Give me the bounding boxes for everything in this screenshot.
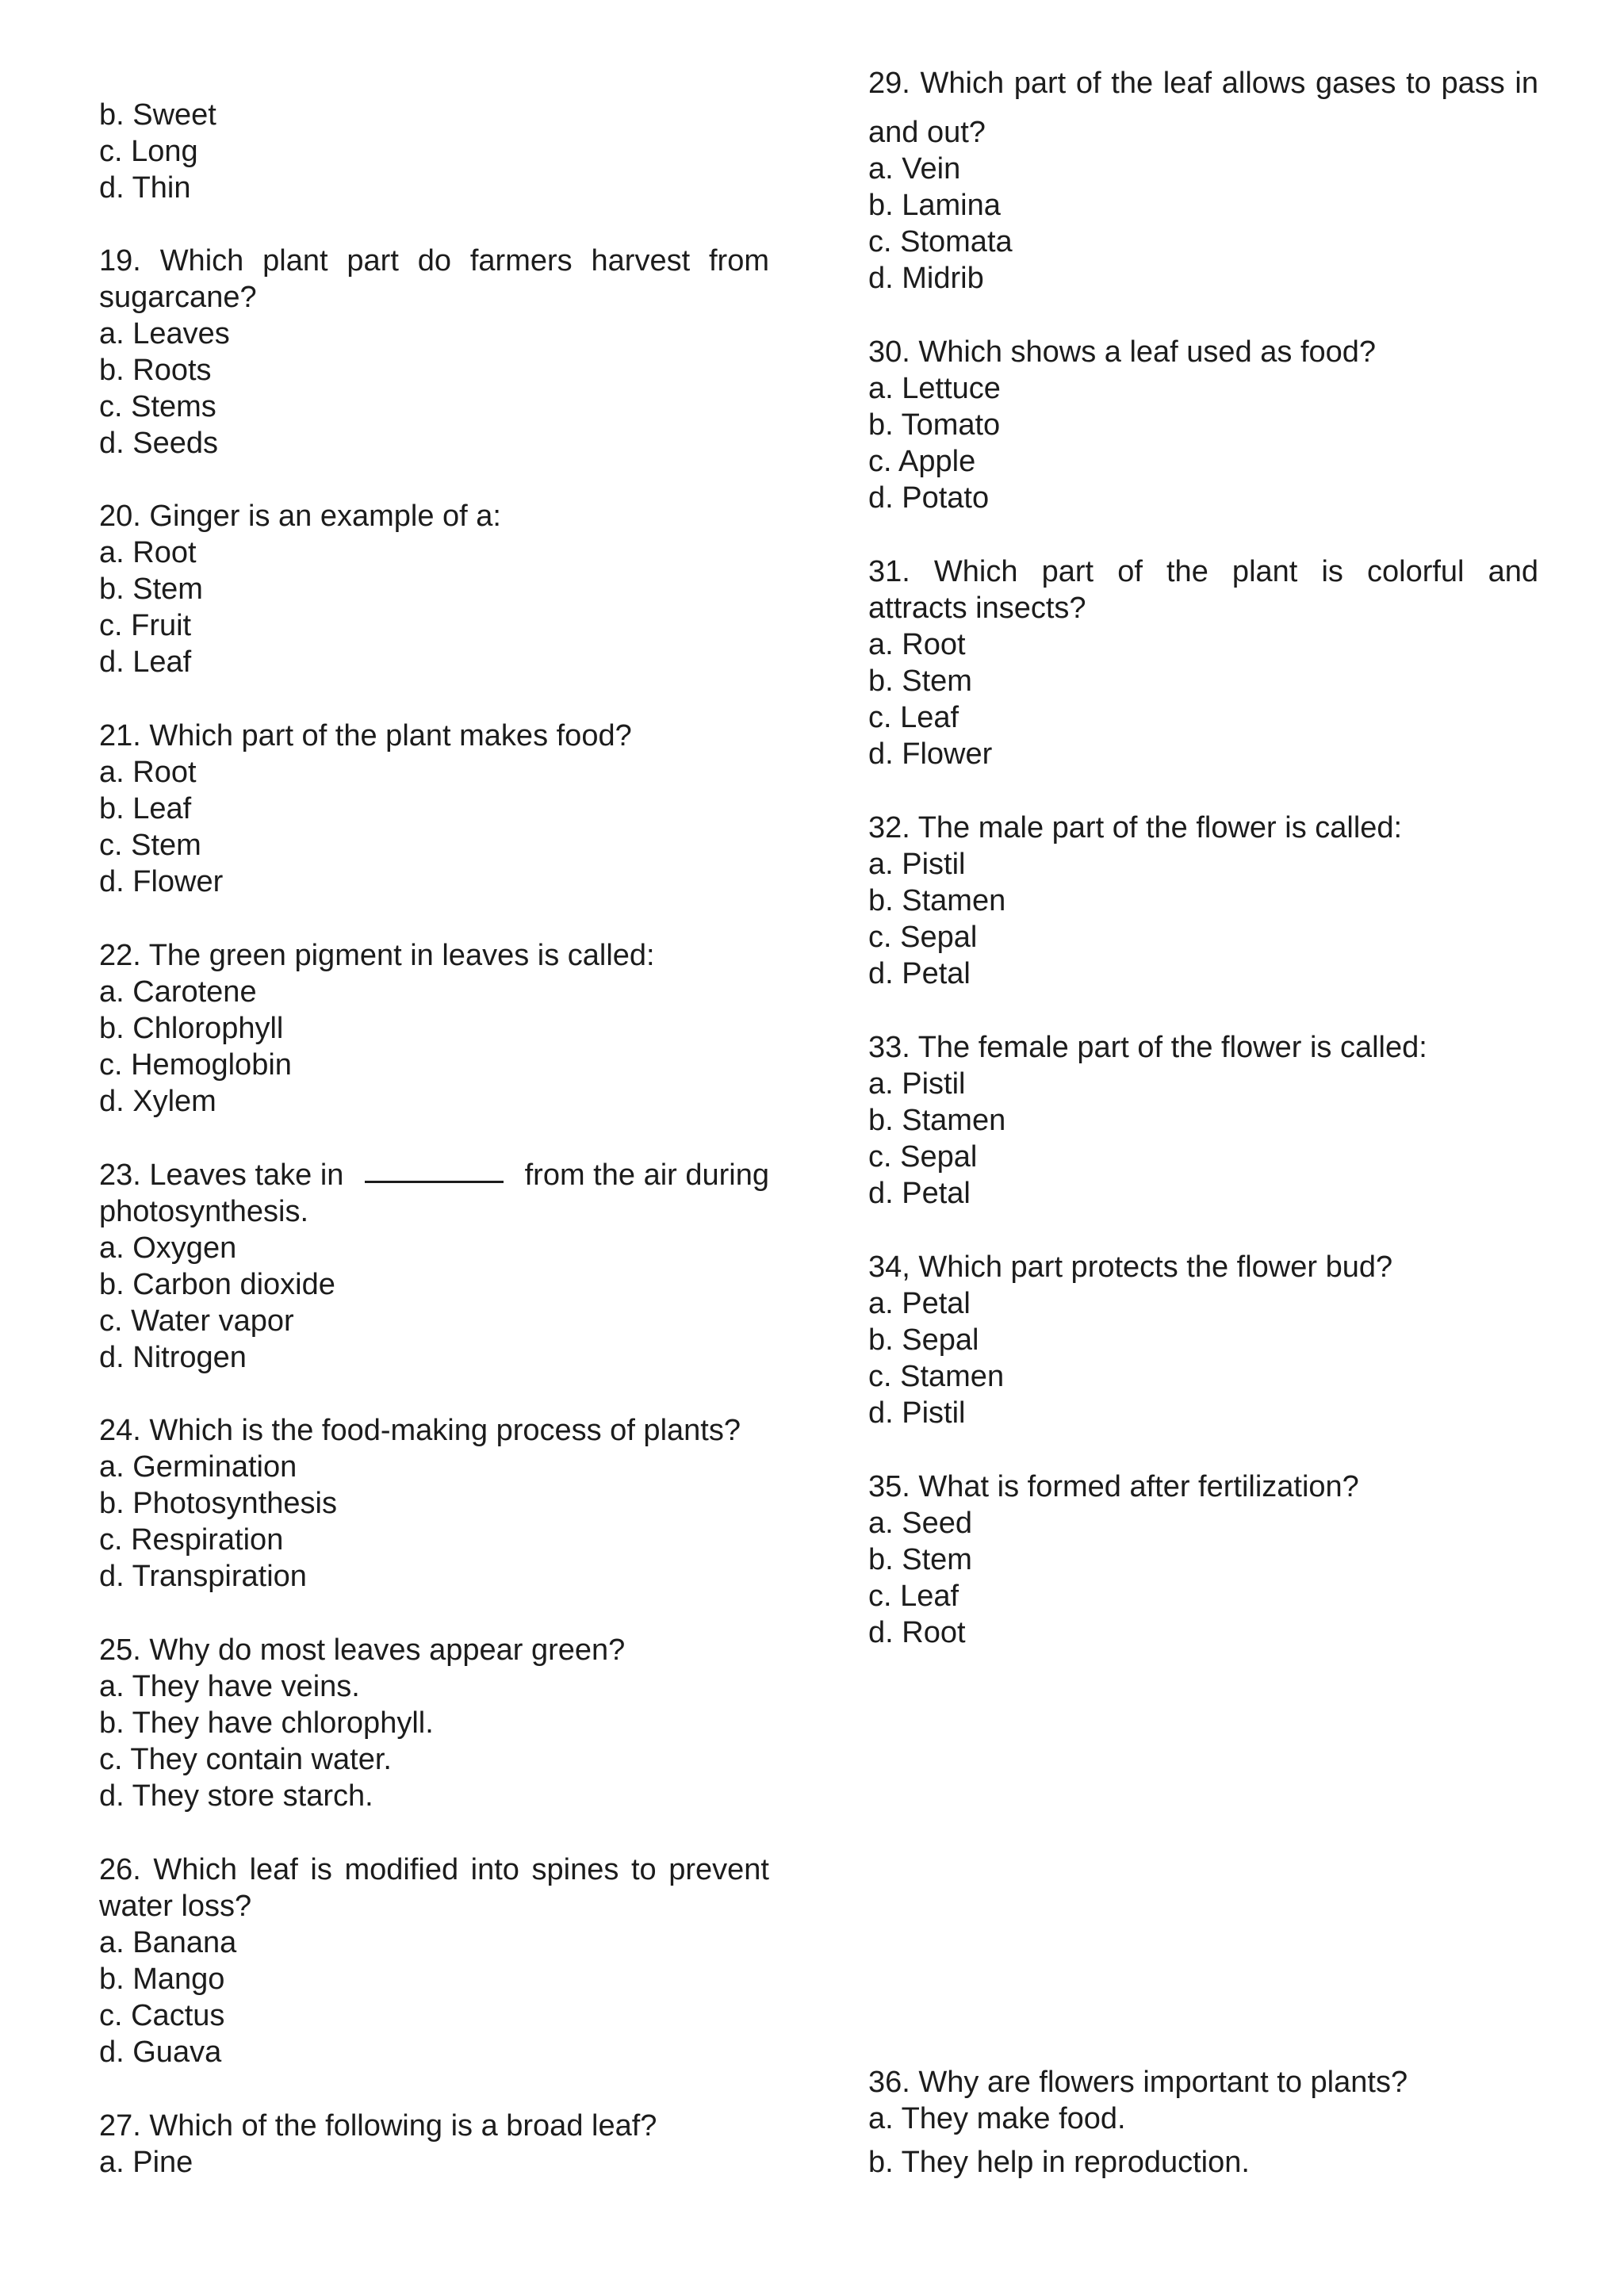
q22-option-c: c. Hemoglobin [99,1048,292,1082]
q29-question-cutoff [868,67,1538,105]
q18-option-b: b. Sweet [99,98,216,132]
q35-option-c: c. Leaf [868,1580,959,1613]
q27-question: 27. Which of the following is a broad leaf? [99,2109,657,2143]
q21-option-d: d. Flower [99,865,224,898]
q32-question: 32. The male part of the flower is called: [868,811,1403,844]
q35-option-b: b. Stem [868,1543,972,1576]
q32-option-c: c. Sepal [868,921,978,954]
q20-option-a: a. Root [99,536,197,569]
q22-question: 22. The green pigment in leaves is called: [99,939,655,972]
q34-option-c: c. Stamen [868,1360,1005,1393]
q25-question: 25. Why do most leaves appear green? [99,1633,626,1667]
q34-option-b: b. Sepal [868,1323,979,1357]
q23-option-b: b. Carbon dioxide [99,1268,335,1301]
q23-question-cont: photosynthesis. [99,1195,309,1228]
q25-option-a: a. They have veins. [99,1670,360,1703]
q19-question-cont: sugarcane? [99,281,257,314]
q21-option-a: a. Root [99,756,197,789]
q32-option-d: d. Petal [868,957,971,990]
q33-option-c: c. Sepal [868,1140,978,1174]
q29-question: 29. Which part of the leaf allows gases to pass in [868,67,1538,100]
q33-option-b: b. Stamen [868,1104,1006,1137]
q23-option-d: d. Nitrogen [99,1341,247,1374]
q27-option-a: a. Pine [99,2146,193,2179]
q18-option-d: d. Thin [99,171,191,205]
q20-option-b: b. Stem [99,573,203,606]
q23-question-start: 23. Leaves take in [99,1158,344,1192]
q26-question: 26. Which leaf is modified into spines to prevent [99,1853,769,1886]
q34-option-a: a. Petal [868,1287,971,1320]
q30-option-a: a. Lettuce [868,372,1001,405]
q29-option-a: a. Vein [868,152,961,186]
q24-question: 24. Which is the food-making process of plants? [99,1414,741,1447]
q19-option-c: c. Stems [99,390,216,423]
q20-question: 20. Ginger is an example of a: [99,500,501,533]
q25-option-d: d. They store starch. [99,1779,373,1813]
q24-option-d: d. Transpiration [99,1560,307,1593]
q19-option-b: b. Roots [99,354,212,387]
q31-option-c: c. Leaf [868,701,959,734]
q23-blank [365,1157,504,1183]
q29-option-b: b. Lamina [868,189,1001,222]
q22-option-d: d. Xylem [99,1085,216,1118]
q19-option-a: a. Leaves [99,317,230,350]
q35-option-a: a. Seed [868,1507,972,1540]
q31-option-b: b. Stem [868,664,972,698]
q24-option-b: b. Photosynthesis [99,1487,337,1520]
q23-question-end: from the air during [524,1158,769,1192]
q23-question [99,1157,769,1193]
q21-option-b: b. Leaf [99,792,192,825]
q21-option-c: c. Stem [99,829,201,862]
q23-option-a: a. Oxygen [99,1231,237,1265]
q19-option-d: d. Seeds [99,427,218,460]
q31-question-cont: attracts insects? [868,592,1086,625]
q36-option-a: a. They make food. [868,2102,1126,2135]
q19-question: 19. Which plant part do farmers harvest from [99,244,769,278]
q31-option-d: d. Flower [868,737,993,771]
q34-option-d: d. Pistil [868,1396,966,1430]
q29-option-d: d. Midrib [868,262,984,295]
q26-option-d: d. Guava [99,2035,222,2069]
q18-option-c: c. Long [99,135,198,168]
q22-option-b: b. Chlorophyll [99,1012,284,1045]
q26-question-cont: water loss? [99,1890,252,1923]
q30-question: 30. Which shows a leaf used as food? [868,335,1377,369]
q26-option-a: a. Banana [99,1926,237,1959]
q35-option-d: d. Root [868,1616,966,1649]
q20-option-c: c. Fruit [99,609,192,642]
q24-option-a: a. Germination [99,1450,297,1484]
q31-option-a: a. Root [868,628,966,661]
q22-option-a: a. Carotene [99,975,257,1009]
q34-question: 34, Which part protects the flower bud? [868,1250,1393,1284]
q20-option-d: d. Leaf [99,645,192,679]
q26-option-b: b. Mango [99,1963,225,1996]
q33-option-a: a. Pistil [868,1067,966,1101]
q36-option-b: b. They help in reproduction. [868,2146,1250,2179]
q33-question: 33. The female part of the flower is called: [868,1031,1427,1064]
q24-option-c: c. Respiration [99,1523,284,1557]
q30-option-c: c. Apple [868,445,976,478]
q29-question-cont: and out? [868,116,986,149]
q36-question: 36. Why are flowers important to plants? [868,2066,1408,2099]
q31-question: 31. Which part of the plant is colorful and [868,555,1538,588]
q30-option-d: d. Potato [868,481,990,515]
q29-option-c: c. Stomata [868,225,1013,259]
q33-option-d: d. Petal [868,1177,971,1210]
q32-option-a: a. Pistil [868,848,966,881]
q30-option-b: b. Tomato [868,408,1001,442]
q21-question: 21. Which part of the plant makes food? [99,719,632,753]
q23-option-c: c. Water vapor [99,1304,294,1338]
q35-question: 35. What is formed after fertilization? [868,1470,1359,1503]
q25-option-c: c. They contain water. [99,1743,392,1776]
q25-option-b: b. They have chlorophyll. [99,1706,434,1740]
q26-option-c: c. Cactus [99,1999,225,2032]
q32-option-b: b. Stamen [868,884,1006,917]
